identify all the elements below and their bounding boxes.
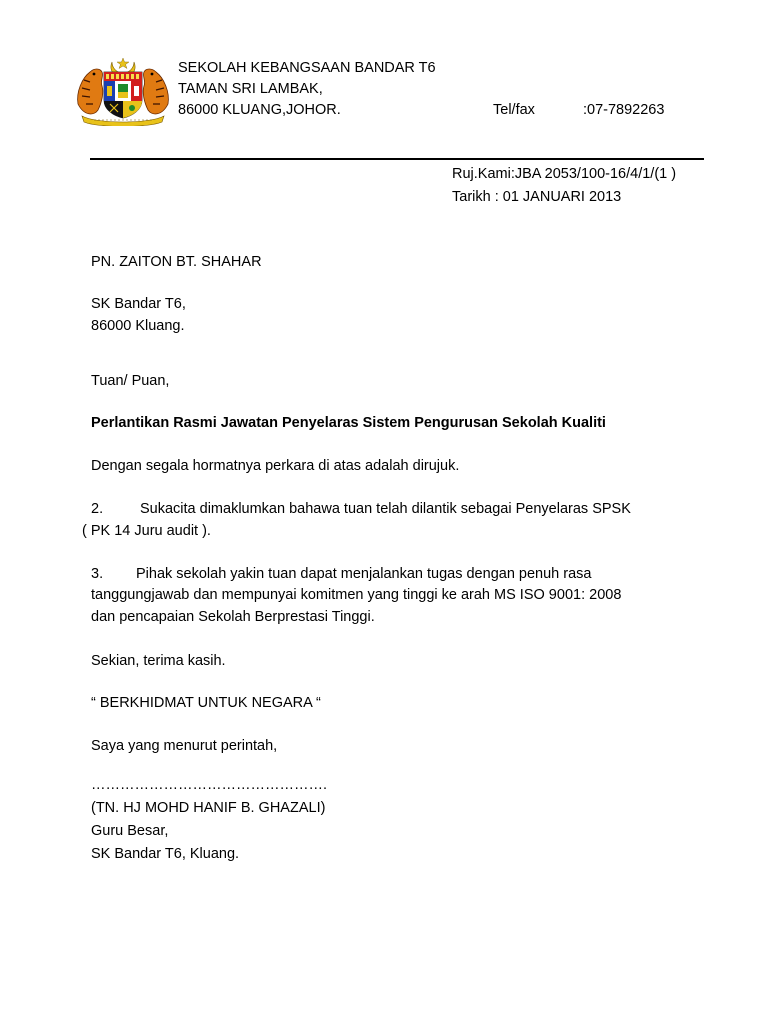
telfax-label: Tel/fax: [493, 102, 535, 118]
reference-number: Ruj.Kami:JBA 2053/100-16/4/1/(1 ): [452, 166, 677, 182]
paragraph-3-line3: dan pencapaian Sekolah Berprestasi Tinggi.: [91, 609, 375, 625]
paragraph-1: Dengan segala hormatnya perkara di atas adalah dirujuk.: [91, 458, 460, 474]
closing-thanks: Sekian, terima kasih.: [91, 653, 226, 669]
paragraph-3-number: 3.: [91, 566, 104, 582]
signatory-school: SK Bandar T6, Kluang.: [91, 846, 240, 862]
paragraph-2-line2: ( PK 14 Juru audit ).: [82, 523, 211, 539]
recipient-address-line1: SK Bandar T6,: [91, 296, 186, 312]
paragraph-2-line1: Sukacita dimaklumkan bahawa tuan telah dilantik sebagai Penyelaras SPSK: [140, 501, 631, 517]
school-address-line1: TAMAN SRI LAMBAK,: [178, 81, 323, 97]
closing-motto: “ BERKHIDMAT UNTUK NEGARA “: [91, 695, 321, 711]
salutation: Tuan/ Puan,: [91, 373, 170, 389]
signatory-position: Guru Besar,: [91, 823, 169, 839]
signatory-name: (TN. HJ MOHD HANIF B. GHAZALI): [91, 800, 326, 816]
school-address-line2: 86000 KLUANG,JOHOR.: [178, 102, 341, 118]
paragraph-3-line2: tanggungjawab dan mempunyai komitmen yang tinggi ke arah MS ISO 9001: 2008: [91, 587, 622, 603]
telfax-number: :07-7892263: [583, 102, 665, 118]
letter-date: Tarikh : 01 JANUARI 2013: [452, 189, 622, 205]
letterhead-divider: [90, 158, 704, 160]
recipient-address-line2: 86000 Kluang.: [91, 318, 185, 334]
closing-order: Saya yang menurut perintah,: [91, 738, 278, 754]
letter-subject: Perlantikan Rasmi Jawatan Penyelaras Sistem Pengurusan Sekolah Kualiti: [91, 415, 606, 431]
recipient-name: PN. ZAITON BT. SHAHAR: [91, 254, 262, 270]
school-name: SEKOLAH KEBANGSAAN BANDAR T6: [178, 60, 436, 76]
coat-of-arms-logo: [74, 56, 172, 126]
paragraph-3-line1: Pihak sekolah yakin tuan dapat menjalankan tugas dengan penuh rasa: [136, 566, 592, 582]
paragraph-2-number: 2.: [91, 501, 104, 517]
signature-line: ………………………………………….: [91, 777, 328, 793]
